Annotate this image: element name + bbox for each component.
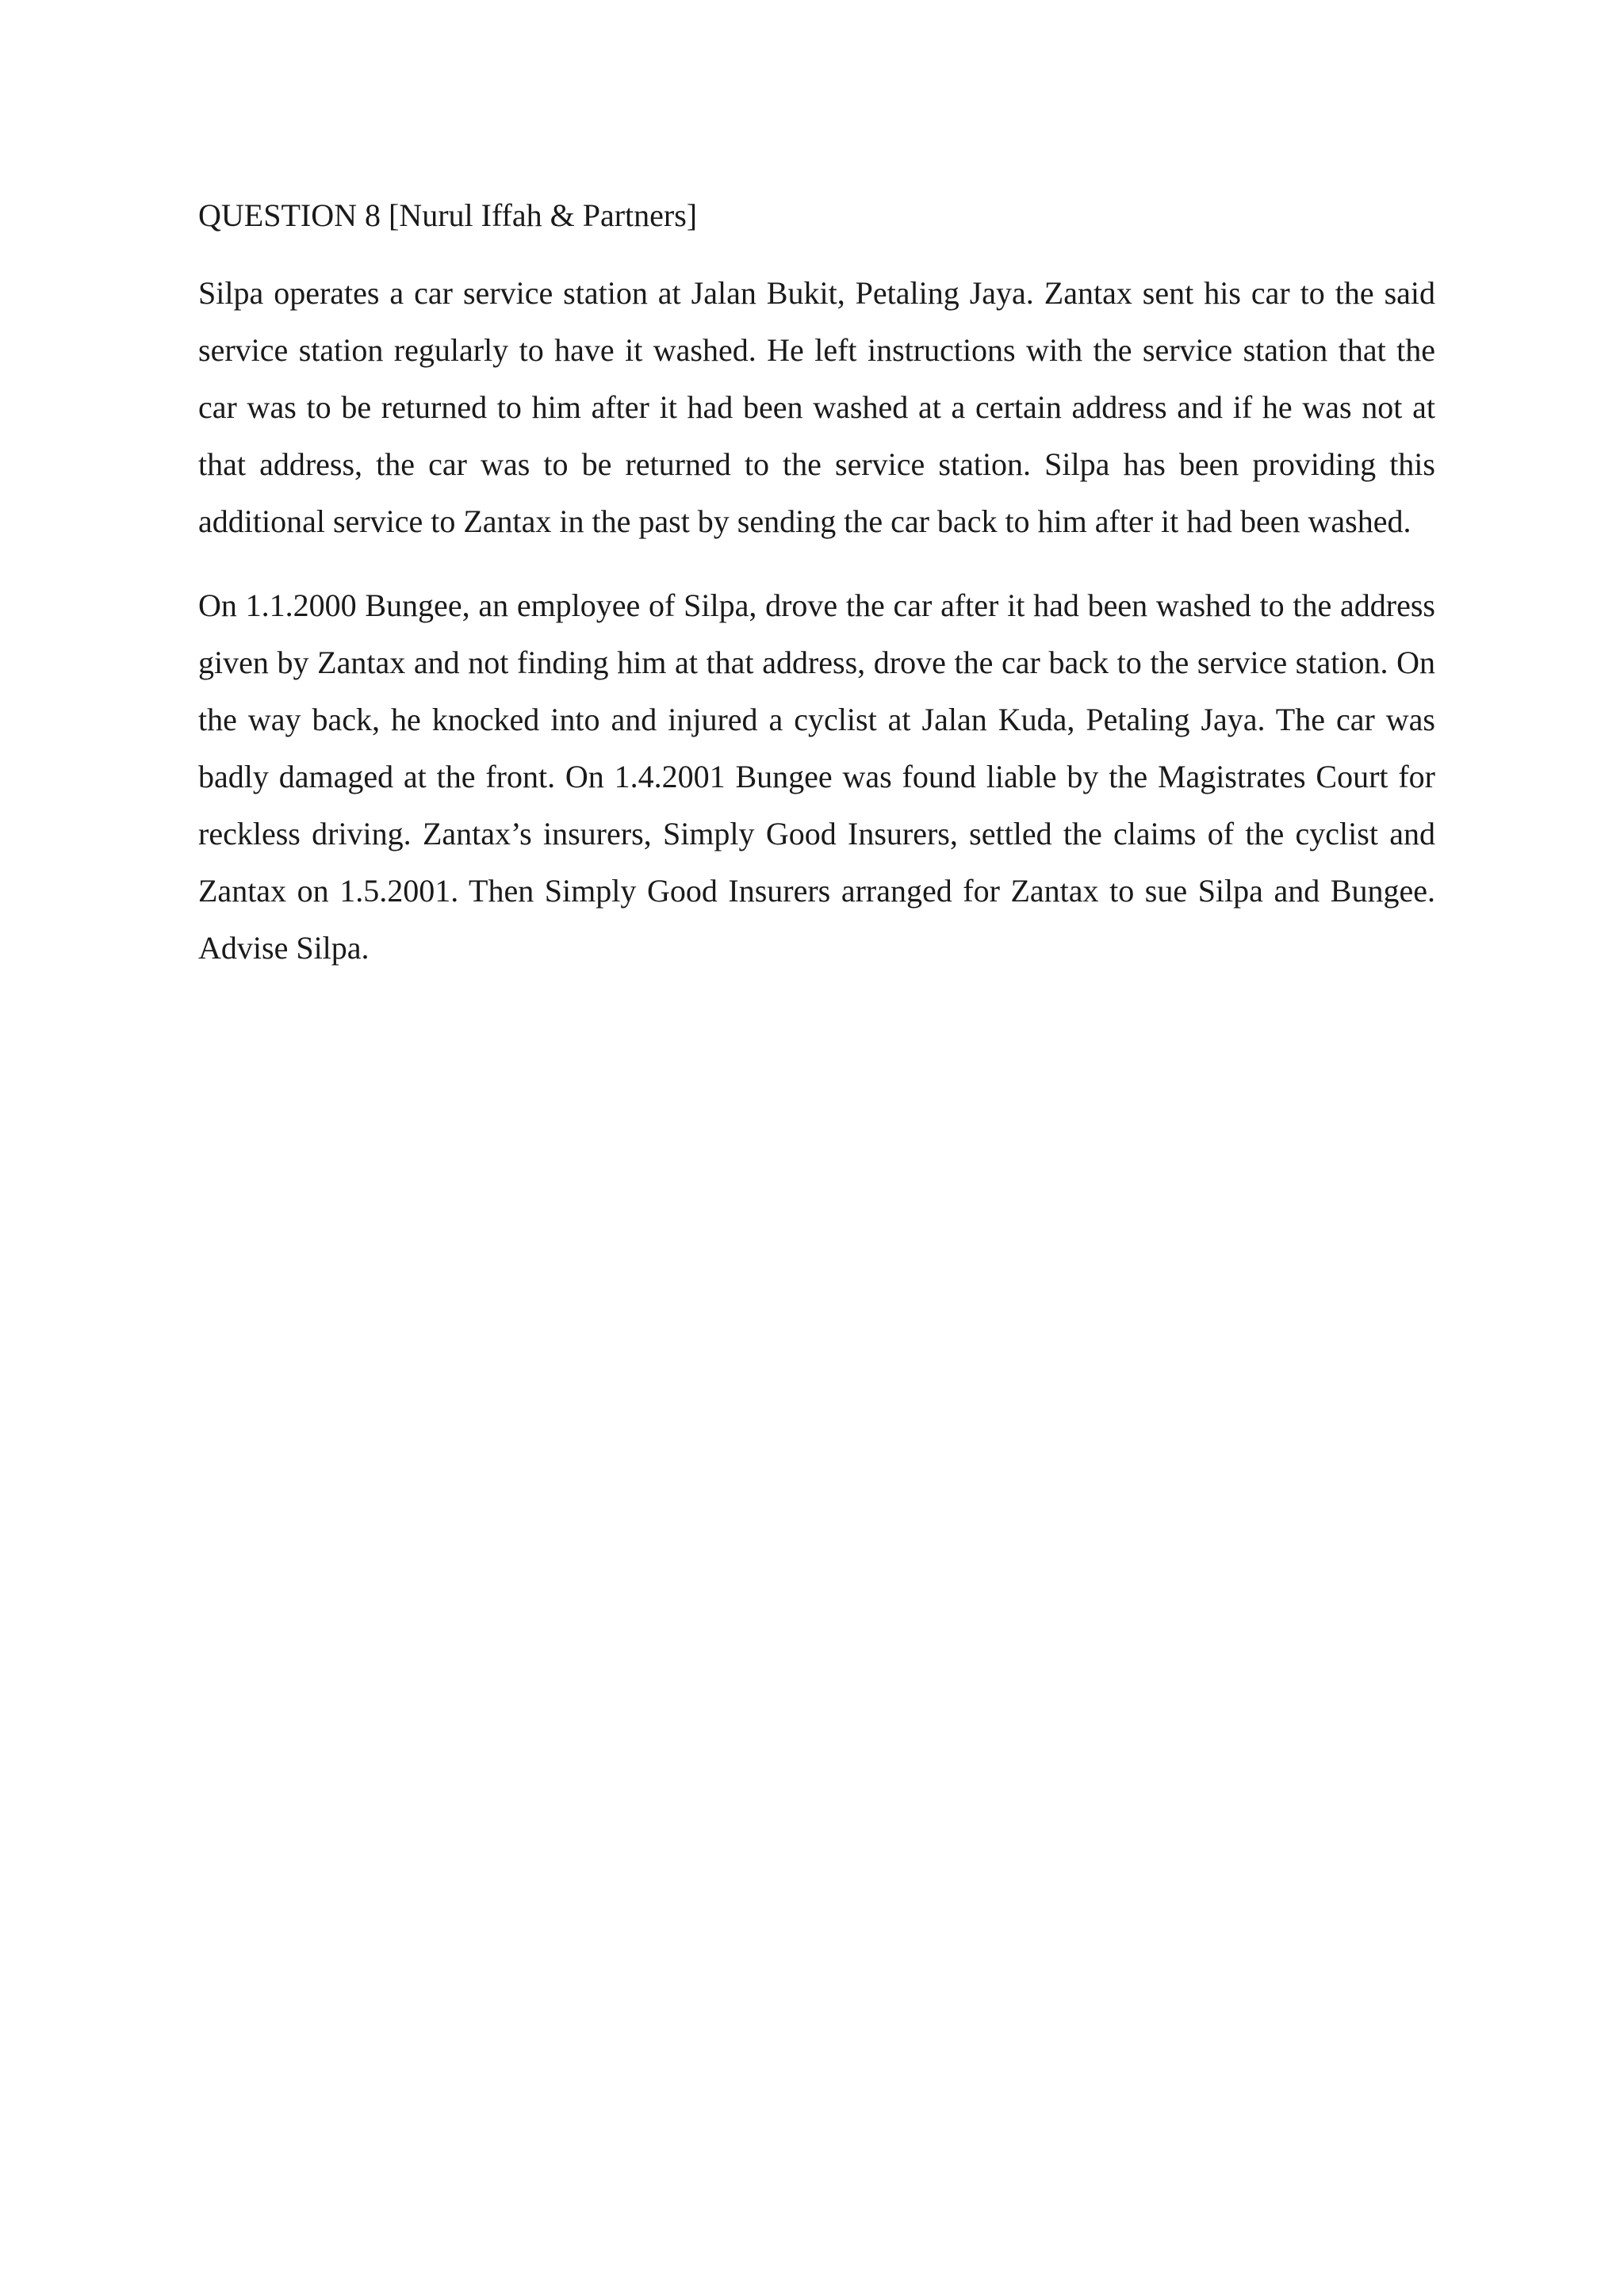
paragraph-incident: On 1.1.2000 Bungee, an employee of Silpa, drove the car after it had been washed to the address given by Zantax and not finding him at that address, drove the car back to the service station. On the way back, he knocked into and injured a cyclist at Jalan Kuda, Petaling Jaya. The car was badly damaged at the front. On 1.4.2001 Bungee was found liable by the Magistrates Court for reckless driving. Zantax’s insurers, Simply Good Insurers, settled the claims of the cyclist and Zantax on 1.5.2001. Then Simply Good Insurers arranged for Zantax to sue Silpa and Bungee. Advise Silpa. [198,587,1435,966]
paragraph-facts: Silpa operates a car service station at Jalan Bukit, Petaling Jaya. Zantax sent his car to the said service station regularly to have it washed. He left instructions with the service station that the car was to be returned to him after it had been washed at a certain address and if he was not at that address, the car was to be returned to the service station. Silpa has been providing this additional service to Zantax in the past by sending the car back to him after it had been washed. [198,275,1435,539]
document-body [198,187,1435,1004]
question-heading: QUESTION 8 [Nurul Iffah & Partners] [198,197,698,233]
